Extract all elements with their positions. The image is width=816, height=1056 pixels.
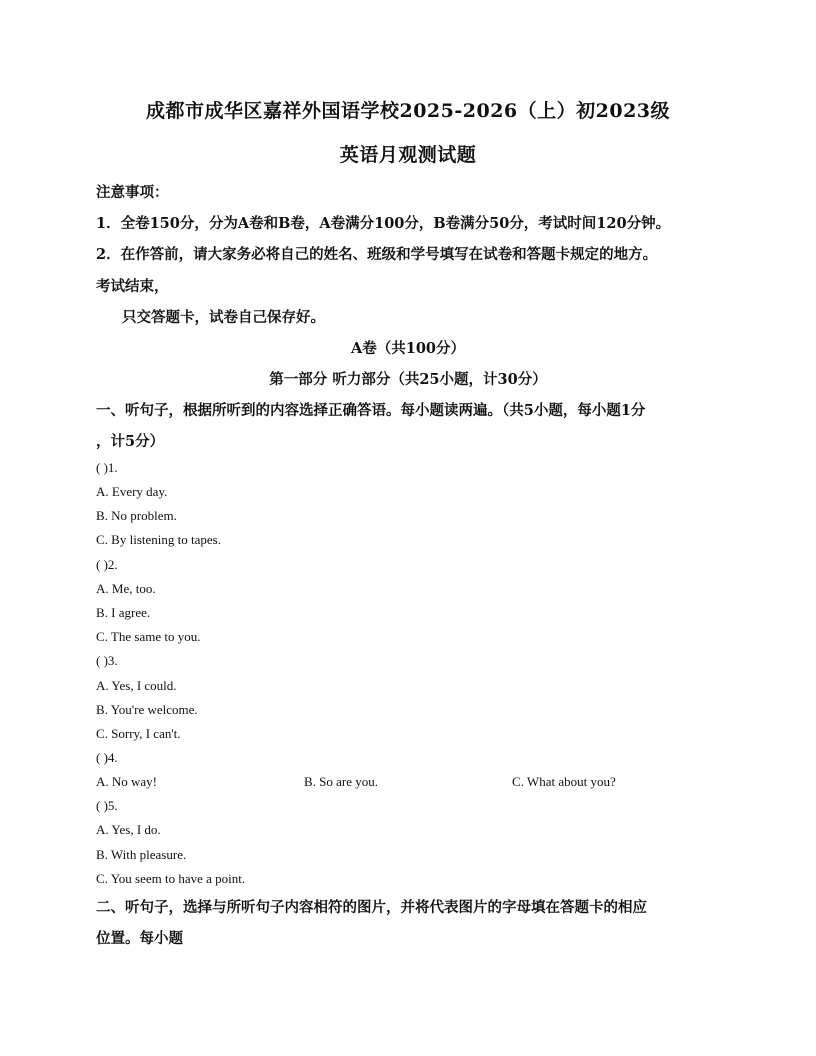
option-a: A. No way! — [96, 774, 158, 789]
question-number: ( )5. — [96, 798, 118, 813]
option-a: A. Yes, I could. — [96, 678, 177, 693]
question-number: ( )1. — [96, 460, 118, 475]
option-c: C. Sorry, I can't. — [96, 726, 181, 741]
option-c: C. You seem to have a point. — [96, 871, 246, 886]
section-a-heading: A卷（共100分） — [350, 340, 466, 357]
instruction-two-line1: 二、听句子，选择与所听句子内容相符的图片，并将代表图片的字母填在答题卡的相应 — [96, 899, 647, 916]
question-number: ( )4. — [96, 750, 118, 765]
notice-heading: 注意事项： — [96, 184, 169, 201]
option-c: C. By listening to tapes. — [96, 532, 221, 547]
notice-item-1: 1．全卷150分，分为A卷和B卷，A卷满分100分，B卷满分50分，考试时间120分钟。 — [96, 215, 671, 232]
instruction-two-line2: 位置。每小题 — [96, 930, 183, 947]
exam-title-line1: 成都市成华区嘉祥外国语学校2025-2026（上）初2023级 — [145, 100, 671, 122]
option-b: B. You're welcome. — [96, 702, 198, 717]
option-c: C. What about you? — [512, 774, 616, 789]
option-b: B. No problem. — [96, 508, 177, 523]
option-a: A. Every day. — [96, 484, 168, 499]
notice-item-3: 只交答题卡，试卷自己保存好。 — [122, 309, 325, 326]
notice-item-2-continued: 考试结束， — [96, 278, 169, 295]
question-number: ( )2. — [96, 557, 118, 572]
option-b: B. With pleasure. — [96, 847, 187, 862]
option-a: A. Yes, I do. — [96, 822, 161, 837]
notice-item-2: 2．在作答前，请大家务必将自己的姓名、班级和学号填写在试卷和答题卡规定的地方。 — [96, 246, 658, 263]
instruction-one-line2: ，计5分） — [96, 433, 165, 450]
option-b: B. So are you. — [304, 774, 379, 789]
part-one-heading: 第一部分 听力部分（共25小题，计30分） — [269, 371, 547, 388]
option-c: C. The same to you. — [96, 629, 201, 644]
option-a: A. Me, too. — [96, 581, 156, 596]
option-b: B. I agree. — [96, 605, 151, 620]
question-number: ( )3. — [96, 653, 118, 668]
instruction-one-line1: 一、听句子，根据所听到的内容选择正确答语。每小题读两遍。（共5小题，每小题1分 — [96, 402, 646, 419]
exam-title-line2: 英语月观测试题 — [339, 144, 477, 166]
